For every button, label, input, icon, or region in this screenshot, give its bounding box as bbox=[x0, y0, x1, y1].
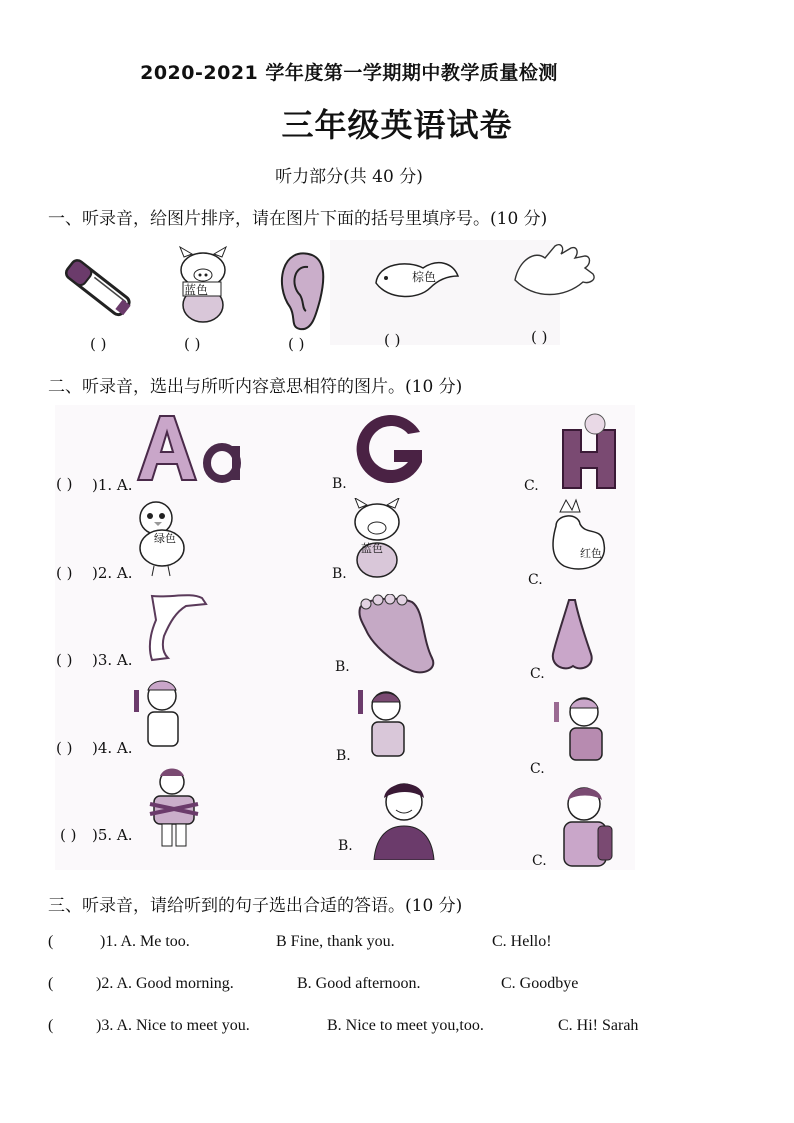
letter-g-picture bbox=[350, 410, 430, 488]
nose-picture bbox=[545, 596, 600, 676]
q2-number: )2. A. bbox=[92, 564, 133, 582]
rooster-picture bbox=[542, 496, 610, 578]
q1-option-c: C. bbox=[524, 478, 539, 494]
boy-with-crayon-b-picture bbox=[350, 686, 420, 768]
answer-paren-2[interactable]: ( ) bbox=[184, 335, 201, 353]
q3-2-paren[interactable]: ( bbox=[48, 975, 54, 992]
q3-number: )3. A. bbox=[92, 651, 133, 669]
chick-color-label: 绿色 bbox=[154, 532, 176, 545]
q3-1-option-a: )1. A. Me too. bbox=[100, 933, 190, 950]
boy-with-crayon-a-picture bbox=[128, 676, 190, 758]
q4-paren[interactable]: ( ) bbox=[56, 739, 73, 757]
q2-paren[interactable]: ( ) bbox=[56, 564, 73, 582]
section-1-title: 一、听录音，给图片排序，请在图片下面的括号里填序号。(10 分) bbox=[48, 209, 548, 229]
boy-arms-crossed-picture bbox=[140, 766, 210, 848]
q3-2-option-a: )2. A. Good morning. bbox=[96, 975, 234, 992]
q3-paren[interactable]: ( ) bbox=[56, 651, 73, 669]
q1-paren[interactable]: ( ) bbox=[56, 475, 73, 493]
foot-picture bbox=[352, 594, 440, 676]
q3-1-paren[interactable]: ( bbox=[48, 933, 54, 950]
q5-option-c: C. bbox=[532, 853, 547, 869]
q3-2-option-b: B. Good afternoon. bbox=[297, 975, 421, 992]
q3-3-option-b: B. Nice to meet you,too. bbox=[327, 1017, 484, 1034]
section-3-title: 三、听录音，请给听到的句子选出合适的答语。(10 分) bbox=[48, 896, 463, 916]
exam-period-heading: 2020-2021 学年度第一学期期中教学质量检测 bbox=[140, 62, 558, 84]
section-2-title: 二、听录音，选出与所听内容意思相符的图片。(10 分) bbox=[48, 377, 463, 397]
q3-1-option-c: C. Hello! bbox=[492, 933, 552, 950]
pig-picture bbox=[345, 498, 410, 580]
letter-h-picture bbox=[555, 410, 630, 492]
bird-color-label: 棕色 bbox=[412, 270, 437, 284]
q3-3-paren[interactable]: ( bbox=[48, 1017, 54, 1034]
pig-color-label: 蓝色 bbox=[361, 542, 383, 555]
q4-number: )4. A. bbox=[92, 739, 133, 757]
q3-3-option-a: )3. A. Nice to meet you. bbox=[96, 1017, 250, 1034]
boy-with-backpack-picture bbox=[550, 780, 618, 870]
q1-option-b: B. bbox=[332, 476, 347, 492]
q2-option-b: B. bbox=[332, 566, 347, 582]
q3-2-option-c: C. Goodbye bbox=[501, 975, 579, 992]
q5-option-b: B. bbox=[338, 838, 353, 854]
answer-paren-5[interactable]: ( ) bbox=[531, 328, 548, 346]
q3-option-b: B. bbox=[335, 659, 350, 675]
marker-picture bbox=[55, 245, 140, 330]
q4-option-c: C. bbox=[530, 761, 545, 777]
pig-color-label: 蓝色 bbox=[184, 283, 209, 297]
boy-with-crayon-c-picture bbox=[548, 692, 616, 772]
listening-part-heading: 听力部分(共 40 分) bbox=[275, 167, 423, 187]
q3-1-option-b: B Fine, thank you. bbox=[276, 933, 395, 950]
rooster-color-label: 红色 bbox=[580, 547, 602, 560]
letters-aa-picture bbox=[130, 408, 245, 486]
boy-smiling-picture bbox=[368, 776, 440, 860]
q3-3-option-c: C. Hi! Sarah bbox=[558, 1017, 639, 1034]
ear-picture bbox=[272, 245, 327, 335]
q4-option-b: B. bbox=[336, 748, 351, 764]
q2-option-c: C. bbox=[528, 572, 543, 588]
answer-paren-3[interactable]: ( ) bbox=[288, 335, 305, 353]
q5-number: )5. A. bbox=[92, 826, 133, 844]
leg-picture bbox=[140, 588, 212, 663]
hand-picture bbox=[505, 240, 600, 310]
q1-number: )1. A. bbox=[92, 476, 133, 494]
q3-option-c: C. bbox=[530, 666, 545, 682]
answer-paren-1[interactable]: ( ) bbox=[90, 335, 107, 353]
q5-paren[interactable]: ( ) bbox=[60, 826, 77, 844]
answer-paren-4[interactable]: ( ) bbox=[384, 331, 401, 349]
exam-title: 三年级英语试卷 bbox=[281, 106, 513, 144]
